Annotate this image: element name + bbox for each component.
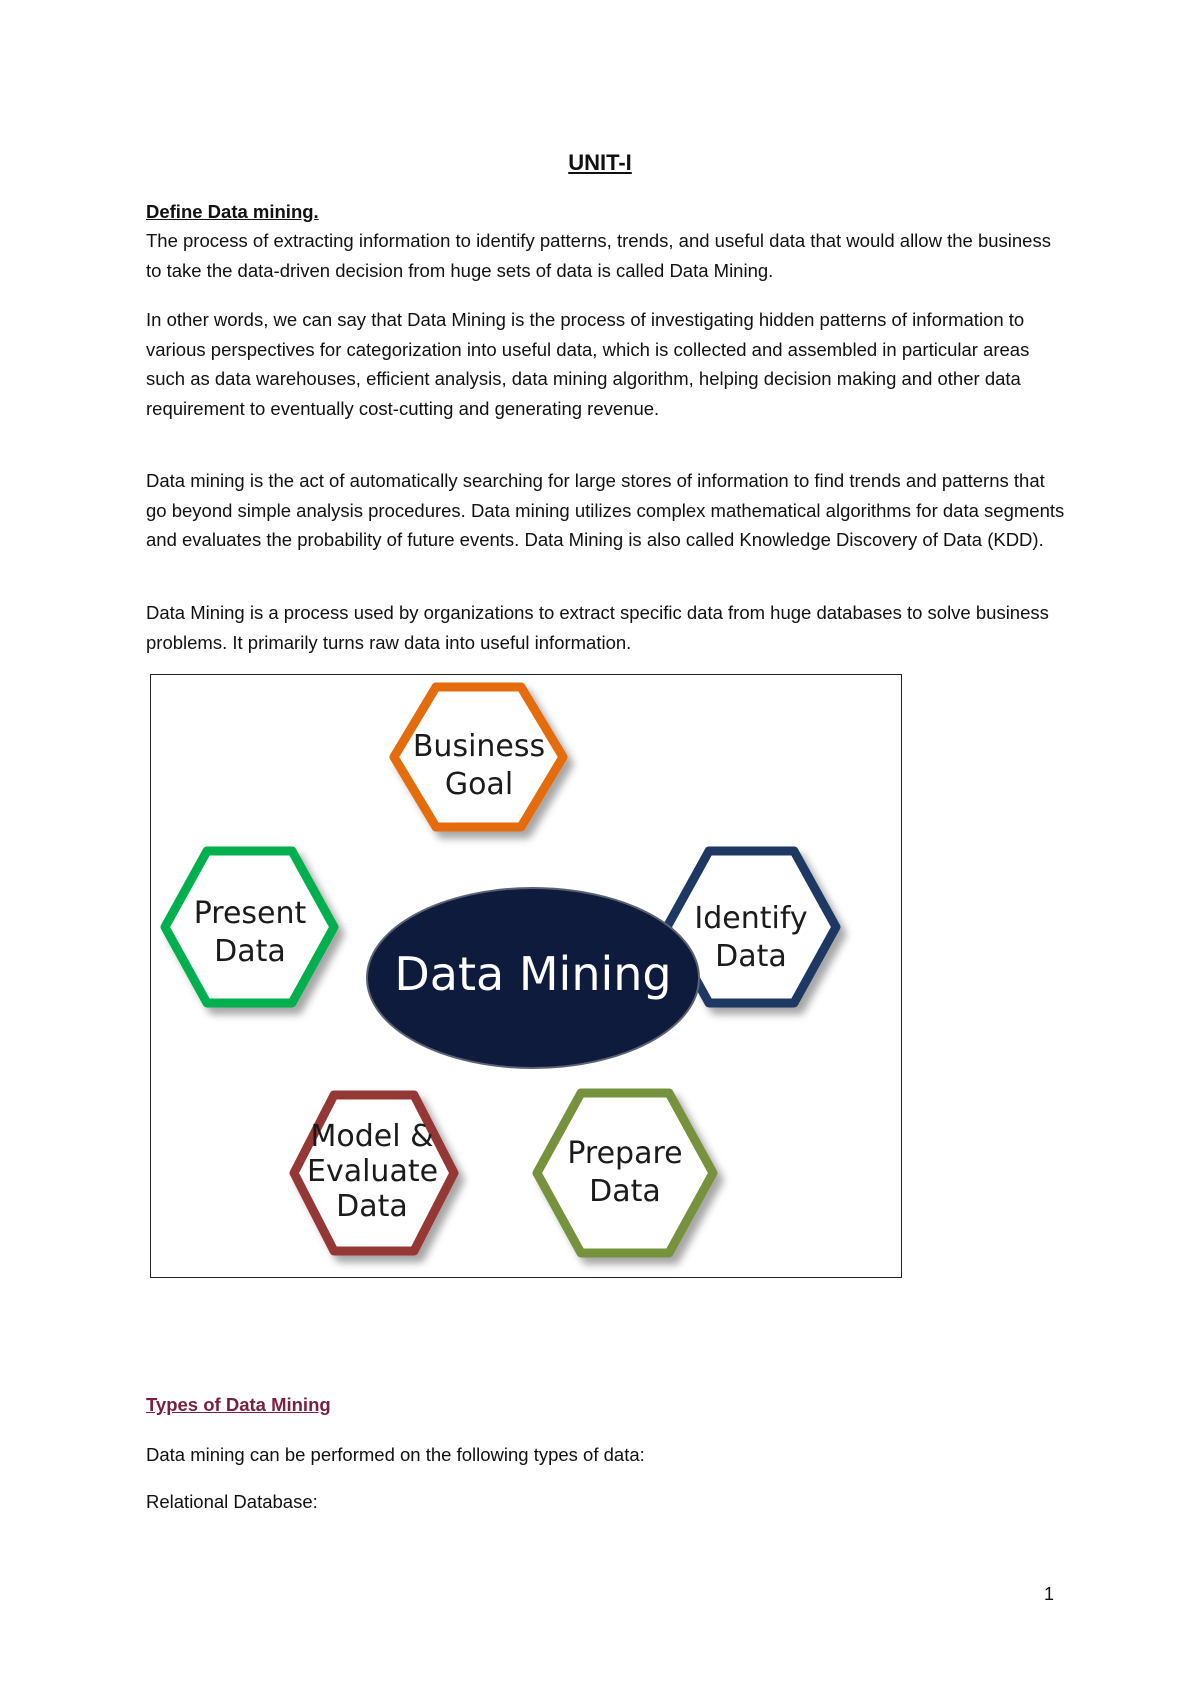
data-mining-center-label: Data Mining — [394, 947, 672, 1001]
types-intro-block — [146, 1440, 1066, 1470]
types-intro: Data mining can be performed on the following types of data: — [146, 1444, 645, 1465]
paragraph-2-block — [146, 305, 1066, 423]
paragraph-4-block — [146, 598, 1066, 657]
model-evaluate-label: Model & Evaluate Data — [307, 1119, 439, 1224]
paragraph-3: Data mining is the act of automatically searching for large stores of information to find trends and patterns that go beyond simple analysis procedures. Data mining utilizes complex mathematical algorithms for data segments and evaluates the probability of future events. Data Mining is also called Knowledge Discovery of Data (KDD). — [146, 470, 1065, 550]
present-data-label: Present Data — [193, 896, 307, 969]
section-types-of-data-mining — [146, 1394, 1066, 1416]
page-number: 1 — [1044, 1584, 1055, 1604]
paragraph-4: Data Mining is a process used by organizations to extract specific data from huge databases to solve business problems. It primarily turns raw data into useful information. — [146, 602, 1049, 653]
identify-data-label: Identify Data — [694, 901, 808, 974]
paragraph-3-block — [146, 466, 1066, 555]
prepare-data-label: Prepare Data — [567, 1136, 683, 1209]
section-heading: Define Data mining. — [146, 201, 319, 222]
business-goal-label: Business Goal — [412, 729, 546, 802]
unit-title: UNIT-I — [568, 150, 632, 175]
paragraph-1: The process of extracting information to identify patterns, trends, and useful data that would allow the business to take the data-driven decision from huge sets of data is called Data Mining. — [146, 230, 1051, 281]
data-mining-diagram — [150, 674, 902, 1278]
types-heading: Types of Data Mining — [146, 1394, 331, 1415]
relational-database-label: Relational Database: — [146, 1491, 318, 1512]
section-define-data-mining — [146, 198, 1066, 285]
relational-database-block — [146, 1487, 1066, 1517]
paragraph-2: In other words, we can say that Data Mining is the process of investigating hidden patterns of information to various perspectives for categorization into useful data, which is collected and assembled in particular areas such as data warehouses, efficient analysis, data mining algorithm, helping decision making and other data requirement to eventually cost-cutting and generating revenue. — [146, 309, 1030, 419]
